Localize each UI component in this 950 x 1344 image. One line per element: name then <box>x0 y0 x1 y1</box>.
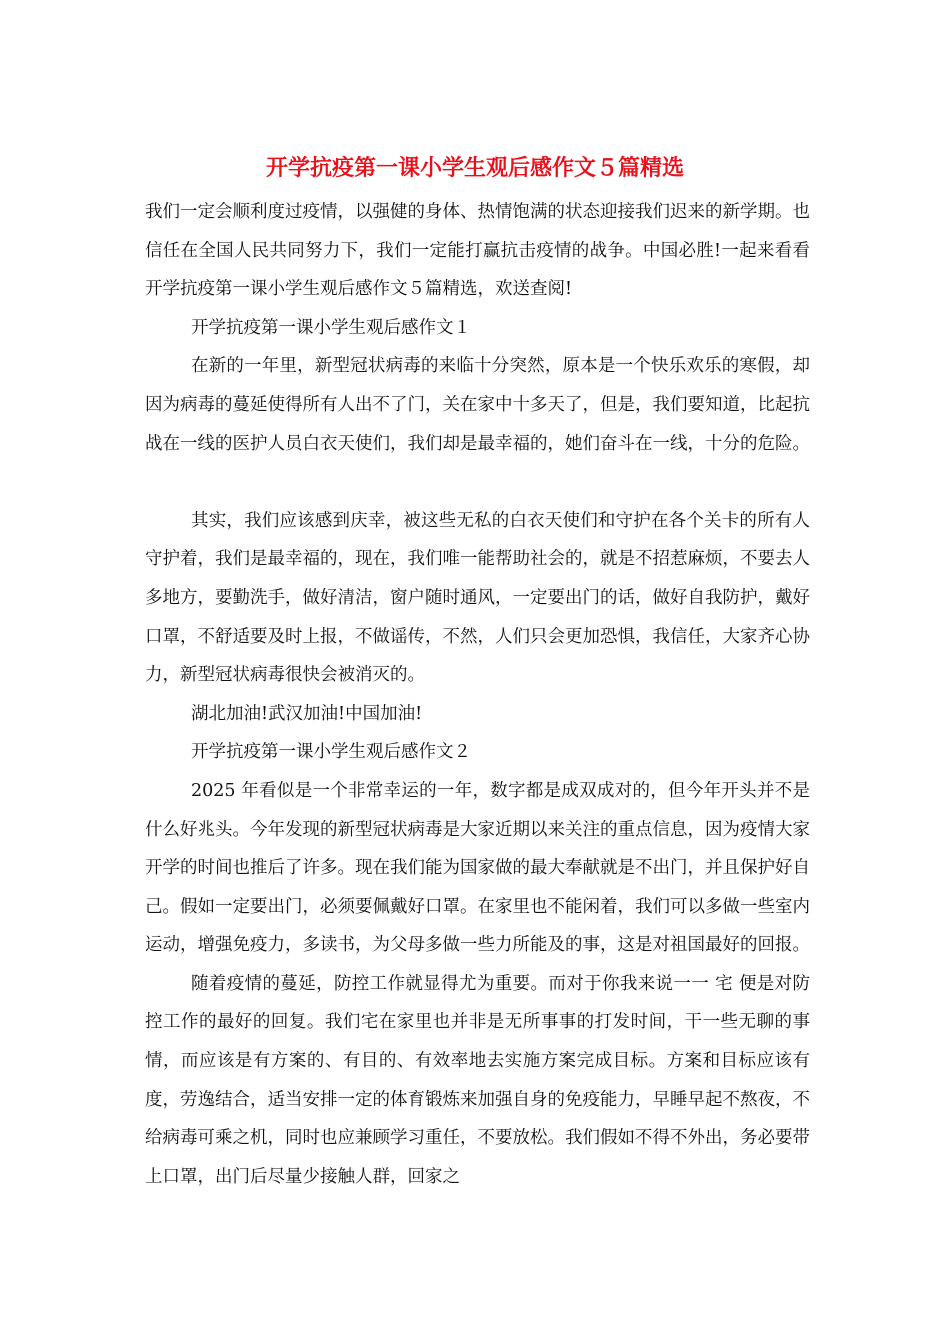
essay1-heading: 开学抗疫第一课小学生观后感作文１ <box>191 317 471 338</box>
essay2-paragraph-2: 随着疫情的蔓延，防控工作就显得尤为重要。而对于你我来说一一 宅 便是对防控工作的最好的回复。我们宅在家里也并非是无所事事的打发时间，干一些无聊的事情，而应该是有方案的、有目的、有效率地去实施方案完成目标。方案和目标应该有度，劳逸结合，适当安排一定的体育锻炼来加强自身的免疫能力，早睡早起不熬夜，不给病毒可乘之机，同时也应兼顾学习重任，不要放松。我们假如不得不外出，务必要带上口罩，出门后尽量少接触人群，回家之 <box>145 973 810 1187</box>
intro-paragraph: 我们一定会顺利度过疫情，以强健的身体、热情饱满的状态迎接我们迟来的新学期。也信任在全国人民共同努力下，我们一定能打赢抗击疫情的战争。中国必胜!一起来看看开学抗疫第一课小学生观后感作文５篇精选，欢送查阅! <box>145 202 810 300</box>
document-title: 开学抗疫第一课小学生观后感作文５篇精选 <box>265 155 684 181</box>
document-body <box>145 193 810 1196</box>
essay2-paragraph-1: 2025 年看似是一个非常幸运的一年，数字都是成双成对的，但今年开头并不是什么好兆头。今年发现的新型冠状病毒是大家近期以来关注的重点信息，因为疫情大家开学的时间也推后了许多。现在我们能为国家做的最大奉献就是不出门，并且保护好自己。假如一定要出门，必须要佩戴好口罩。在家里也不能闲着，我们可以多做一些室内运动，增强免疫力，多读书，为父母多做一些力所能及的事，这是对祖国最好的回报。 <box>145 780 810 956</box>
blank-line <box>145 463 810 502</box>
essay2-heading: 开学抗疫第一课小学生观后感作文２ <box>191 742 471 763</box>
essay1-slogan: 湖北加油!武汉加油!中国加油! <box>191 703 423 724</box>
essay1-paragraph-2: 其实，我们应该感到庆幸，被这些无私的白衣天使们和守护在各个关卡的所有人守护着，我们是最幸福的，现在，我们唯一能帮助社会的，就是不招惹麻烦，不要去人多地方，要勤洗手，做好清洁，窗户随时通风，一定要出门的话，做好自我防护，戴好口罩，不舒适要及时上报，不做谣传，不然，人们只会更加恐惧，我信任，大家齐心协力，新型冠状病毒很快会被消灭的。 <box>145 510 810 686</box>
essay1-paragraph-1: 在新的一年里，新型冠状病毒的来临十分突然，原本是一个快乐欢乐的寒假，却因为病毒的蔓延使得所有人出不了门，关在家中十多天了，但是，我们要知道，比起抗战在一线的医护人员白衣天使们，我们却是最幸福的，她们奋斗在一线，十分的危险。 <box>145 356 810 454</box>
